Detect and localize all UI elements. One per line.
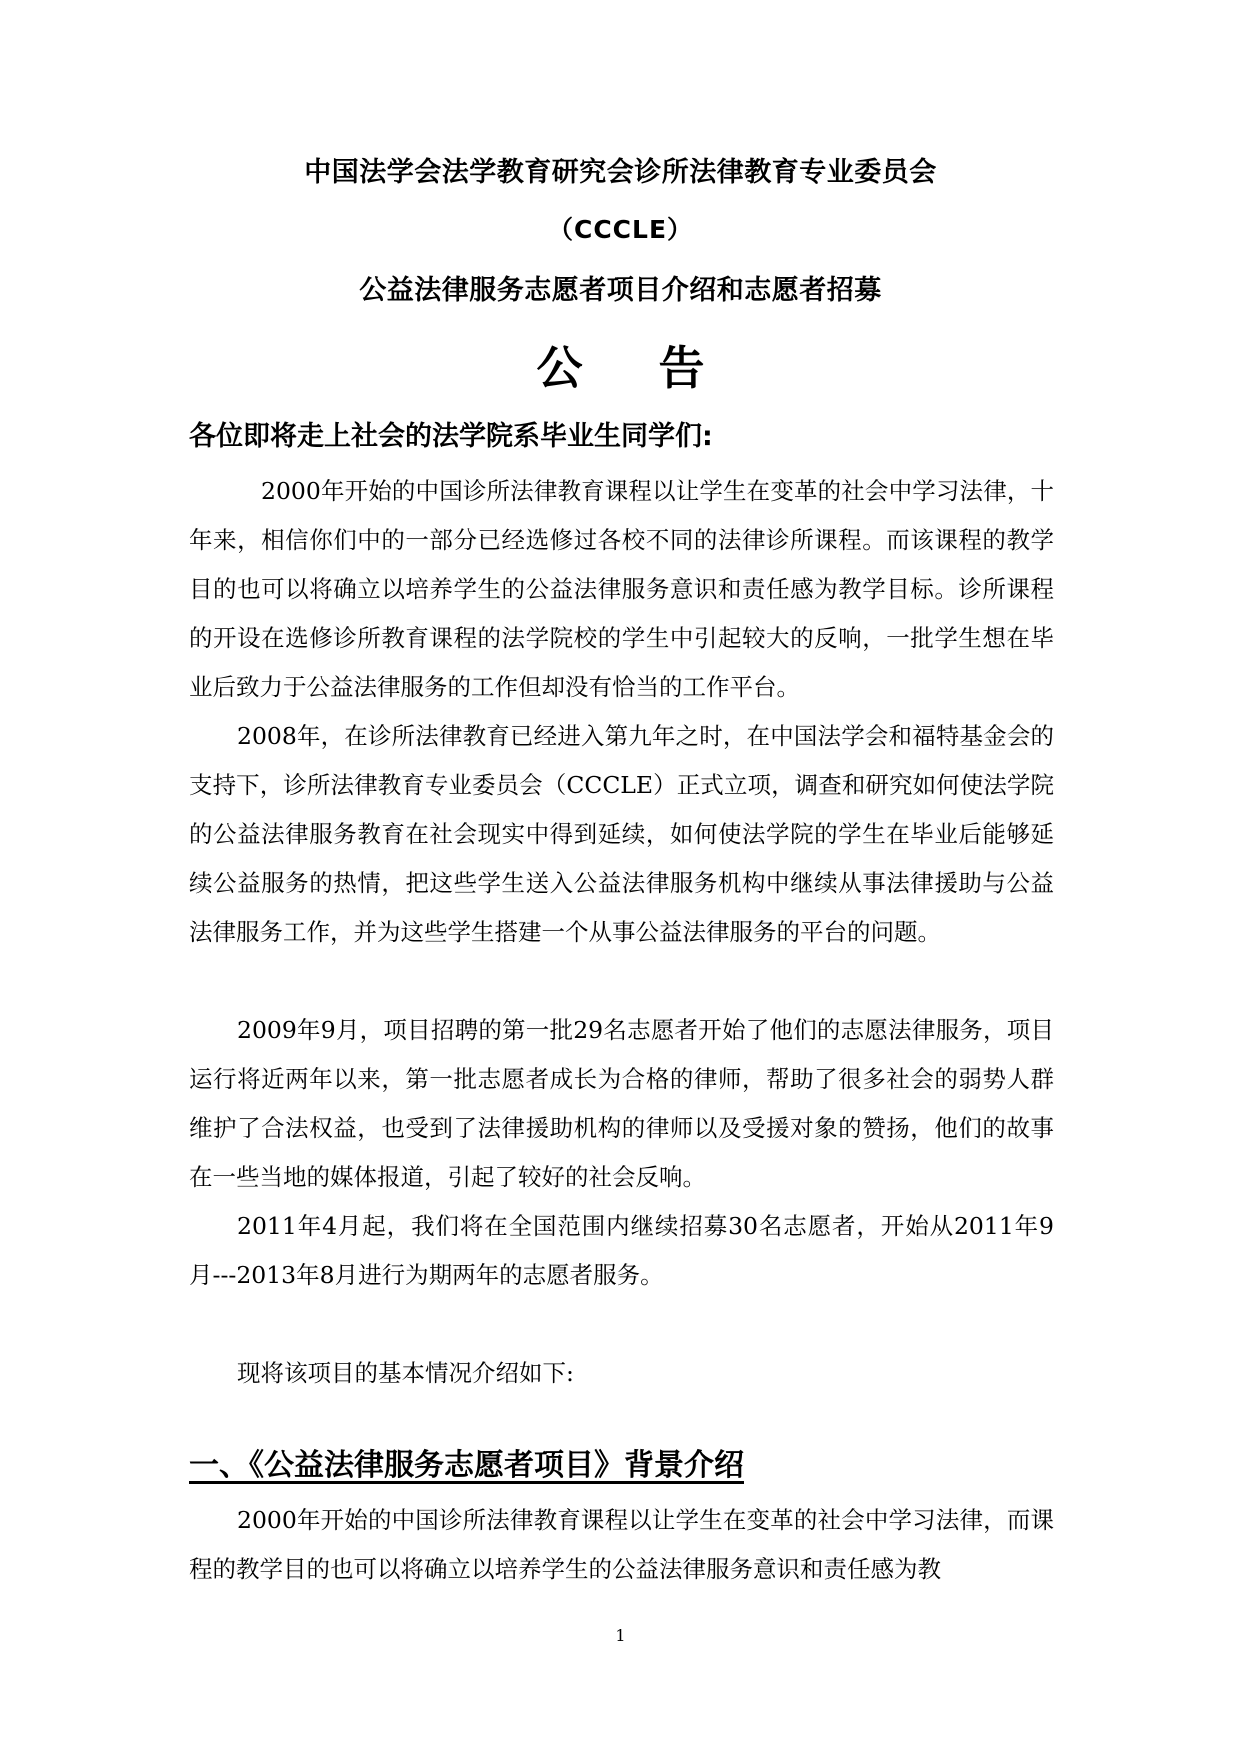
notice-title: 公 告 [536, 341, 735, 395]
paragraph-overview: 现将该项目的基本情况介绍如下: [237, 1359, 574, 1387]
section-title-background: 一、《公益法律服务志愿者项目》背景介绍 [189, 1448, 744, 1483]
organization-title: 中国法学会法学教育研究会诊所法律教育专业委员会 [304, 157, 937, 188]
paragraph-section-background: 2000年开始的中国诊所法律教育课程以让学生在变革的社会中学习法律，而课程的教学目的也可以将确立以培养学生的公益法律服务意识和责任感为教 [189, 1506, 1054, 1583]
paragraph-2008: 2008年，在诊所法律教育已经进入第九年之时，在中国法学会和福特基金会的支持下，诊所法律教育专业委员会（CCCLE）正式立项，调查和研究如何使法学院的公益法律服务教育在社会现实中得到延续，如何使法学院的学生在毕业后能够延续公益服务的热情，把这些学生送入公益法律服务机构中继续从事法律援助与公益法律服务工作，并为这些学生搭建一个从事公益法律服务的平台的问题。 [189, 722, 1054, 946]
paragraph-intro: 2000年开始的中国诊所法律教育课程以让学生在变革的社会中学习法律，十年来，相信你们中的一部分已经选修过各校不同的法律诊所课程。而该课程的教学目的也可以将确立以培养学生的公益法律服务意识和责任感为教学目标。诊所课程的开设在选修诊所教育课程的法学院校的学生中引起较大的反响，一批学生想在毕业后致力于公益法律服务的工作但却没有恰当的工作平台。 [189, 477, 1054, 701]
document-subtitle: 公益法律服务志愿者项目介绍和志愿者招募 [359, 275, 882, 306]
salutation: 各位即将走上社会的法学院系毕业生同学们: [189, 421, 713, 452]
paragraph-2011: 2011年4月起，我们将在全国范围内继续招募30名志愿者，开始从2011年9月---2013年8月进行为期两年的志愿者服务。 [189, 1212, 1054, 1289]
page-number: 1 [615, 1626, 626, 1645]
organization-abbreviation: （CCCLE） [547, 215, 694, 244]
paragraph-2009: 2009年9月，项目招聘的第一批29名志愿者开始了他们的志愿法律服务，项目运行将近两年以来，第一批志愿者成长为合格的律师，帮助了很多社会的弱势人群维护了合法权益，也受到了法律援助机构的律师以及受援对象的赞扬，他们的故事在一些当地的媒体报道，引起了较好的社会反响。 [189, 1016, 1054, 1191]
